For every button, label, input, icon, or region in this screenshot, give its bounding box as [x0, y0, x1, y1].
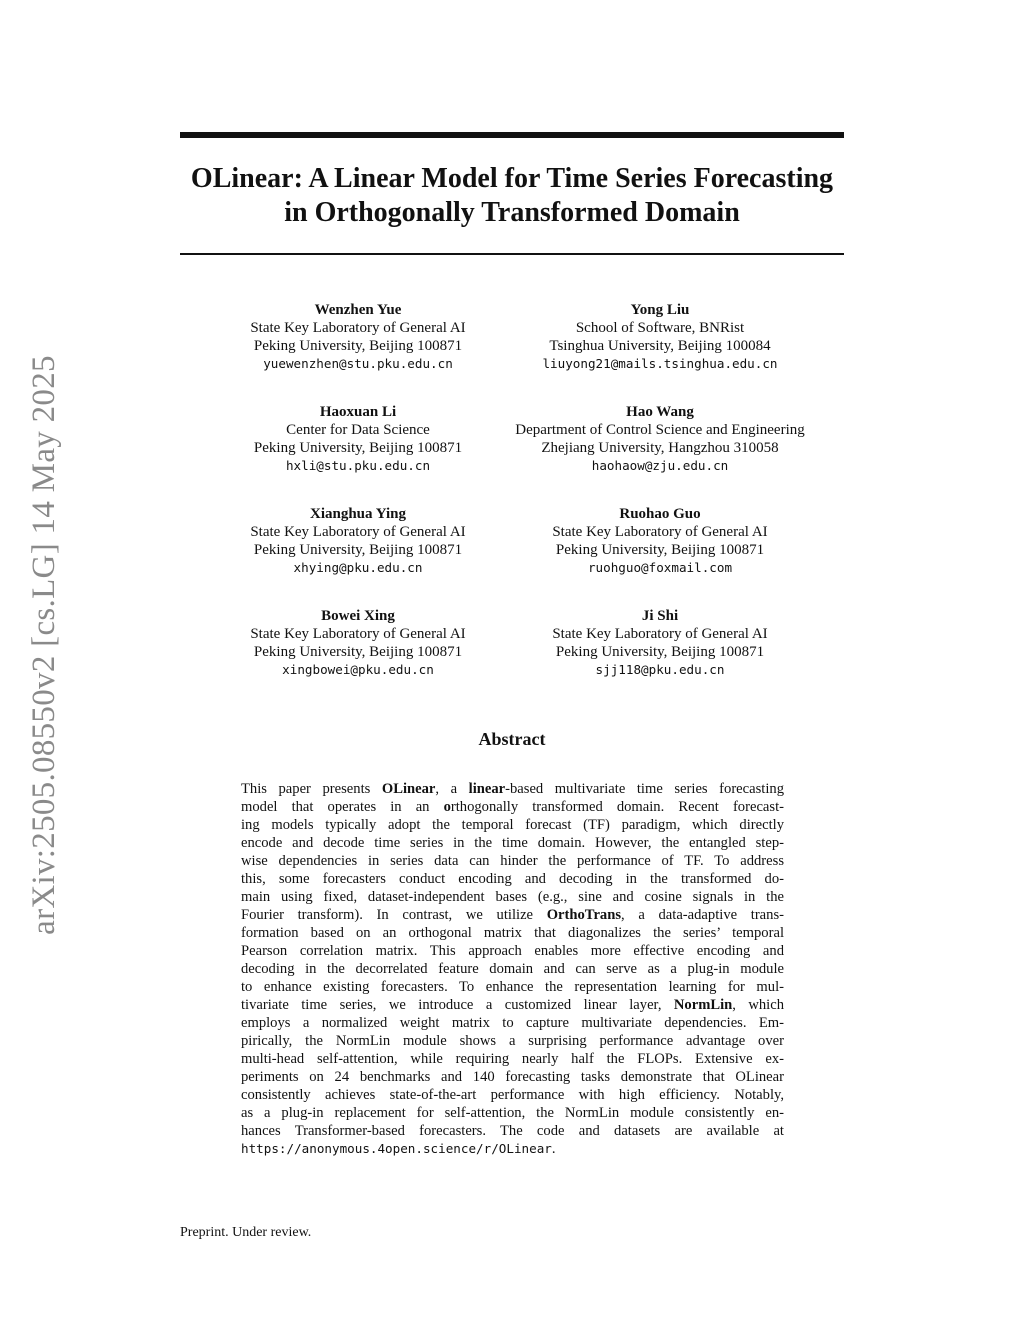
abstract-text: tivariate time series, we introduce a customized linear layer, [241, 997, 674, 1013]
abstract-line [241, 960, 784, 978]
author-block [510, 403, 810, 475]
author-name: Bowei Xing [321, 608, 395, 624]
author-block [510, 607, 810, 679]
author-affiliation: Peking University, Beijing 100871 [253, 440, 463, 456]
abstract-line [241, 942, 784, 960]
author-affiliation: State Key Laboratory of General AI [250, 626, 466, 642]
author-affiliation: Peking University, Beijing 100871 [253, 644, 463, 660]
abstract-line [241, 978, 784, 996]
abstract-body [241, 780, 784, 1158]
code-url-link[interactable]: https://anonymous.4open.science/r/OLinear [241, 1141, 552, 1156]
author-block [208, 505, 508, 577]
author-name: Yong Liu [630, 302, 690, 318]
abstract-line [241, 1104, 784, 1122]
abstract-text: to enhance existing forecasters. To enhance the representation learning for mul- [241, 979, 784, 995]
abstract-line [241, 816, 784, 834]
abstract-line [241, 1086, 784, 1104]
footer-note: Preprint. Under review. [180, 1225, 312, 1240]
title-rule-bottom [180, 253, 844, 255]
abstract-text: -based multivariate time series forecasting [505, 781, 784, 797]
abstract-bold-term: NormLin [673, 997, 733, 1013]
abstract-text: this, some forecasters conduct encoding and decoding in the transformed do- [241, 871, 784, 887]
author-email[interactable]: ruohguo@foxmail.com [587, 560, 733, 575]
abstract-line [241, 798, 784, 816]
author-name: Ji Shi [641, 608, 679, 624]
author-affiliation: Tsinghua University, Beijing 100084 [549, 338, 771, 354]
abstract-text: rthogonally transformed domain. Recent forecast- [450, 799, 784, 815]
abstract-line [241, 996, 784, 1014]
author-email[interactable]: xingbowei@pku.edu.cn [282, 662, 434, 677]
abstract-line [241, 1140, 784, 1158]
author-email[interactable]: sjj118@pku.edu.cn [595, 662, 725, 677]
author-email[interactable]: xhying@pku.edu.cn [293, 560, 423, 575]
abstract-text: encode and decode time series in the time domain. However, the entangled step- [241, 835, 784, 851]
abstract-text: pirically, the NormLin module shows a surprising performance advantage over [241, 1033, 784, 1049]
author-affiliation: Center for Data Science [286, 422, 430, 438]
author-affiliation: Department of Control Science and Engineering [515, 422, 805, 438]
author-affiliation: State Key Laboratory of General AI [250, 524, 466, 540]
abstract-text: , a data-adaptive trans- [621, 907, 784, 923]
abstract-line [241, 1014, 784, 1032]
abstract-text: Fourier transform). In contrast, we utilize [241, 907, 547, 923]
abstract-text: ing models typically adopt the temporal forecast (TF) paradigm, which directly [241, 817, 784, 833]
abstract-bold-term: OrthoTrans [546, 907, 622, 923]
abstract-text: as a plug-in replacement for self-attention, the NormLin module consistently en- [241, 1105, 784, 1121]
author-email[interactable]: haohaow@zju.edu.cn [591, 458, 729, 473]
author-affiliation: Peking University, Beijing 100871 [555, 542, 765, 558]
abstract-line [241, 1032, 784, 1050]
abstract-line [241, 780, 784, 798]
abstract-line [241, 924, 784, 942]
paper-title-line-2: in Orthogonally Transformed Domain [284, 197, 740, 228]
abstract-text: multi-head self-attention, while requiring nearly half the FLOPs. Extensive ex- [241, 1051, 784, 1067]
author-affiliation: State Key Laboratory of General AI [552, 524, 768, 540]
author-name: Xianghua Ying [309, 506, 406, 522]
abstract-text: . [551, 1141, 556, 1157]
abstract-text: Pearson correlation matrix. This approach enables more effective encoding and [241, 943, 784, 959]
abstract-text: main using fixed, dataset-independent bases (e.g., sine and cosine signals in the [241, 889, 784, 905]
abstract-bold-term: OLinear [381, 781, 436, 797]
abstract-bold-term: linear [468, 781, 506, 797]
abstract-line [241, 1122, 784, 1140]
abstract-text: formation based on an orthogonal matrix that diagonalizes the series’ temporal [241, 925, 784, 941]
author-name: Wenzhen Yue [314, 302, 402, 318]
abstract-line [241, 870, 784, 888]
author-block [208, 301, 508, 373]
abstract-line [241, 834, 784, 852]
abstract-line [241, 852, 784, 870]
author-block [208, 607, 508, 679]
abstract-line [241, 906, 784, 924]
abstract-text: , which [732, 997, 784, 1013]
author-affiliation: Peking University, Beijing 100871 [253, 338, 463, 354]
author-affiliation: Zhejiang University, Hangzhou 310058 [541, 440, 779, 456]
abstract-bold-term: o [443, 799, 451, 815]
author-affiliation: Peking University, Beijing 100871 [253, 542, 463, 558]
author-name: Haoxuan Li [319, 404, 397, 420]
paper-title [180, 162, 844, 230]
abstract-heading: Abstract [478, 729, 546, 749]
author-block [510, 301, 810, 373]
author-email[interactable]: liuyong21@mails.tsinghua.edu.cn [542, 356, 778, 371]
abstract-line [241, 888, 784, 906]
abstract-text: consistently achieves state-of-the-art performance with high efficiency. Notably, [241, 1087, 784, 1103]
author-affiliation: State Key Laboratory of General AI [250, 320, 466, 336]
arxiv-identifier: arXiv:2505.08550v2 [cs.LG] 14 May 2025 [26, 355, 62, 935]
author-affiliation: School of Software, BNRist [575, 320, 745, 336]
abstract-text: model that operates in an [241, 799, 444, 815]
abstract-text: employs a normalized weight matrix to capture multivariate dependencies. Em- [241, 1015, 784, 1031]
author-block [208, 403, 508, 475]
abstract-text: periments on 24 benchmarks and 140 forecasting tasks demonstrate that OLinear [241, 1069, 784, 1085]
title-rule-top [180, 132, 844, 138]
author-block [510, 505, 810, 577]
abstract-text: hances Transformer-based forecasters. The code and datasets are available at [241, 1123, 784, 1139]
abstract-line [241, 1068, 784, 1086]
author-affiliation: State Key Laboratory of General AI [552, 626, 768, 642]
paper-title-line-1: OLinear: A Linear Model for Time Series Forecasting [190, 163, 834, 194]
author-affiliation: Peking University, Beijing 100871 [555, 644, 765, 660]
abstract-text: This paper presents [241, 781, 382, 797]
author-email[interactable]: hxli@stu.pku.edu.cn [285, 458, 431, 473]
abstract-text: wise dependencies in series data can hinder the performance of TF. To address [241, 853, 784, 869]
author-email[interactable]: yuewenzhen@stu.pku.edu.cn [263, 356, 453, 371]
abstract-line [241, 1050, 784, 1068]
abstract-text: , a [435, 781, 469, 797]
author-name: Ruohao Guo [619, 506, 701, 522]
author-name: Hao Wang [626, 404, 694, 420]
abstract-text: decoding in the decorrelated feature domain and can serve as a plug-in module [241, 961, 784, 977]
